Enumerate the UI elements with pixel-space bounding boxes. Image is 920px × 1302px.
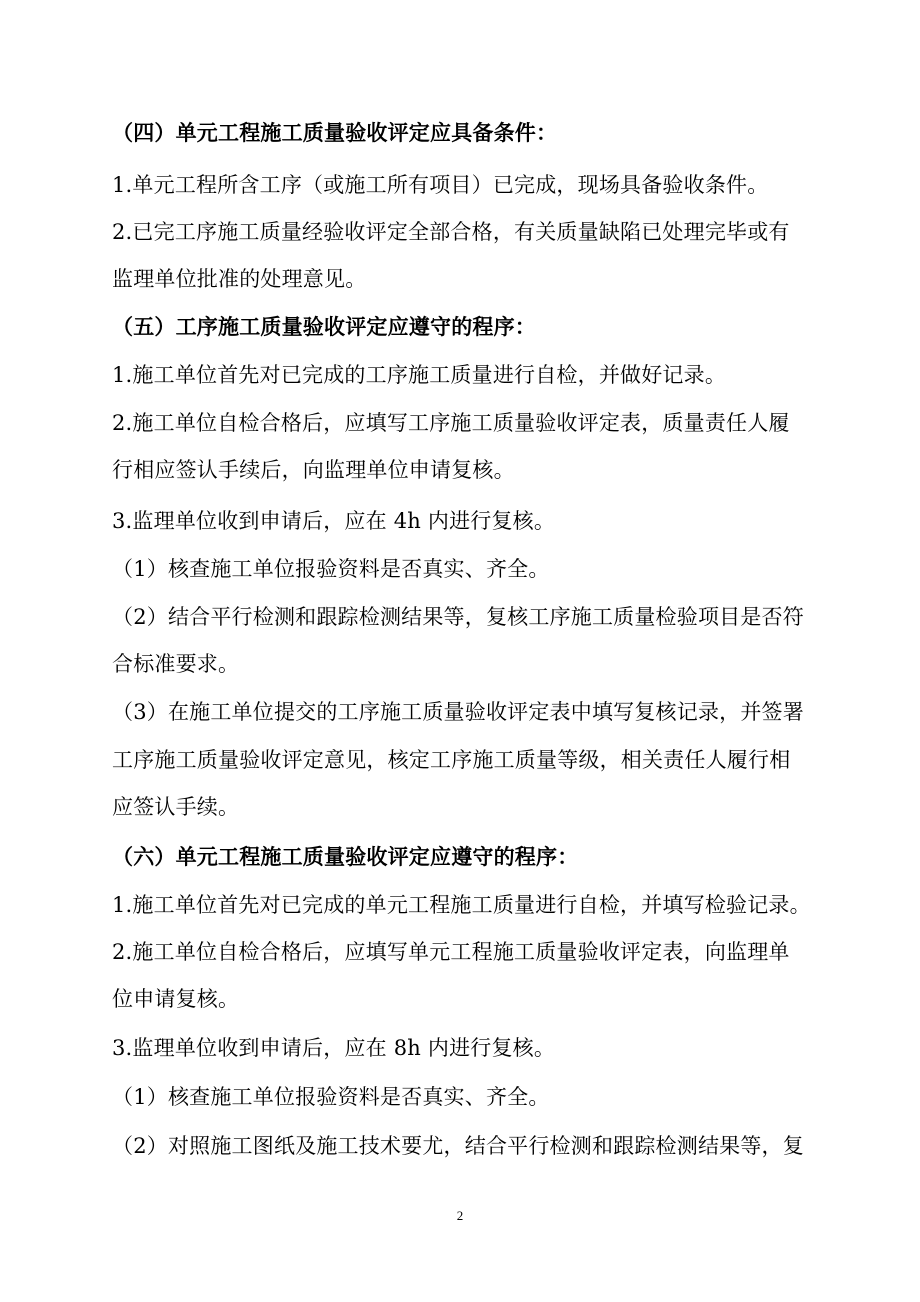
paragraph-line: （2）结合平行检测和跟踪检测结果等，复核工序施工质量检验项目是否符 <box>112 605 804 629</box>
paragraph-line: 行相应签认手续后，向监理单位申请复核。 <box>112 458 515 482</box>
paragraph-line: 1.单元工程所含工序（或施工所有项目）已完成，现场具备验收条件。 <box>112 173 769 197</box>
paragraph-line: （1）核查施工单位报验资料是否真实、齐全。 <box>112 557 550 581</box>
section-heading-6: （六）单元工程施工质量验收评定应遵守的程序： <box>112 844 579 869</box>
paragraph-line: 1.施工单位首先对已完成的工序施工质量进行自检，并做好记录。 <box>112 363 727 387</box>
paragraph-line: 位申请复核。 <box>112 987 240 1011</box>
paragraph-line: 合标准要求。 <box>112 652 240 676</box>
paragraph-line: （3）在施工单位提交的工序施工质量验收评定表中填写复核记录，并签署 <box>112 700 804 724</box>
paragraph-line: 3.监理单位收到申请后，应在 4h 内进行复核。 <box>112 509 556 533</box>
paragraph-line: （1）核查施工单位报验资料是否真实、齐全。 <box>112 1085 550 1109</box>
paragraph-line: 监理单位批准的处理意见。 <box>112 267 367 291</box>
paragraph-line: 2.施工单位自检合格后，应填写工序施工质量验收评定表，质量责任人履 <box>112 411 790 435</box>
paragraph-line: 2.施工单位自检合格后，应填写单元工程施工质量验收评定表，向监理单 <box>112 940 790 964</box>
paragraph-line: 工序施工质量验收评定意见，核定工序施工质量等级，相关责任人履行相 <box>112 748 791 772</box>
paragraph-line: 2.已完工序施工质量经验收评定全部合格，有关质量缺陷已处理完毕或有 <box>112 220 790 244</box>
paragraph-line: （2）对照施工图纸及施工技术要尤，结合平行检测和跟踪检测结果等，复 <box>112 1134 804 1158</box>
section-heading-4: （四）单元工程施工质量验收评定应具备条件： <box>112 120 558 145</box>
section-heading-5: （五）工序施工质量验收评定应遵守的程序： <box>112 314 536 339</box>
paragraph-line: 1.施工单位首先对已完成的单元工程施工质量进行自检，并填写检验记录。 <box>112 893 811 917</box>
page-number: 2 <box>456 1208 464 1223</box>
paragraph-line: 应签认手续。 <box>112 795 240 819</box>
paragraph-line: 3.监理单位收到申请后，应在 8h 内进行复核。 <box>112 1036 556 1060</box>
